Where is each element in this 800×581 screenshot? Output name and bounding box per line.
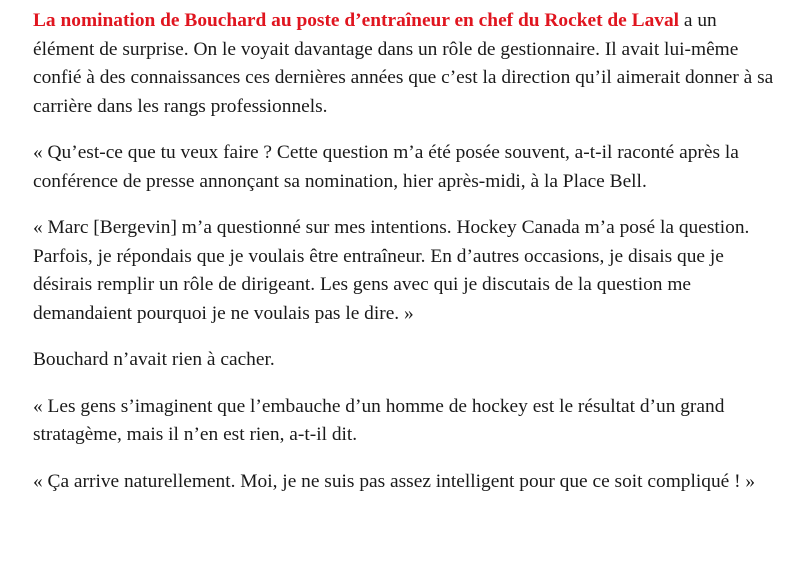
paragraph-quote-strategy: « Les gens s’imaginent que l’embauche d’un homme de hockey est le résultat d’un grand stratagème, mais il n’en est rien, a-t-il dit. bbox=[33, 395, 725, 445]
paragraph-nothing-to-hide: Bouchard n’avait rien à cacher. bbox=[33, 349, 275, 370]
paragraph-intro bbox=[33, 7, 780, 121]
paragraph-quote-naturally: « Ça arrive naturellement. Moi, je ne suis pas assez intelligent pour que ce soit compliqué ! » bbox=[33, 470, 756, 492]
lead-highlight: La nomination de Bouchard au poste d’entraîneur en chef du Rocket de Laval bbox=[33, 10, 680, 31]
paragraph-text: a un élément de surprise. On le voyait davantage dans un rôle de gestionnaire. Il avait lui-même confié à des connaissances ces dernières années que c’est la direction qu’il aimerait donner à sa carrière dans les rangs professionnels. bbox=[33, 10, 774, 117]
paragraph-quote-question: « Qu’est-ce que tu veux faire ? Cette question m’a été posée souvent, a-t-il raconté après la conférence de presse annonçant sa nomination, hier après-midi, à la Place Bell. bbox=[33, 142, 739, 192]
paragraph-quote-intentions: « Marc [Bergevin] m’a questionné sur mes intentions. Hockey Canada m’a posé la question. Parfois, je répondais que je voulais être entraîneur. En d’autres occasions, je disais que je désirais remplir un rôle de dirigeant. Les gens avec qui je discutais de la question me demandaient pourquoi je ne voulais pas le dire. » bbox=[33, 217, 750, 324]
